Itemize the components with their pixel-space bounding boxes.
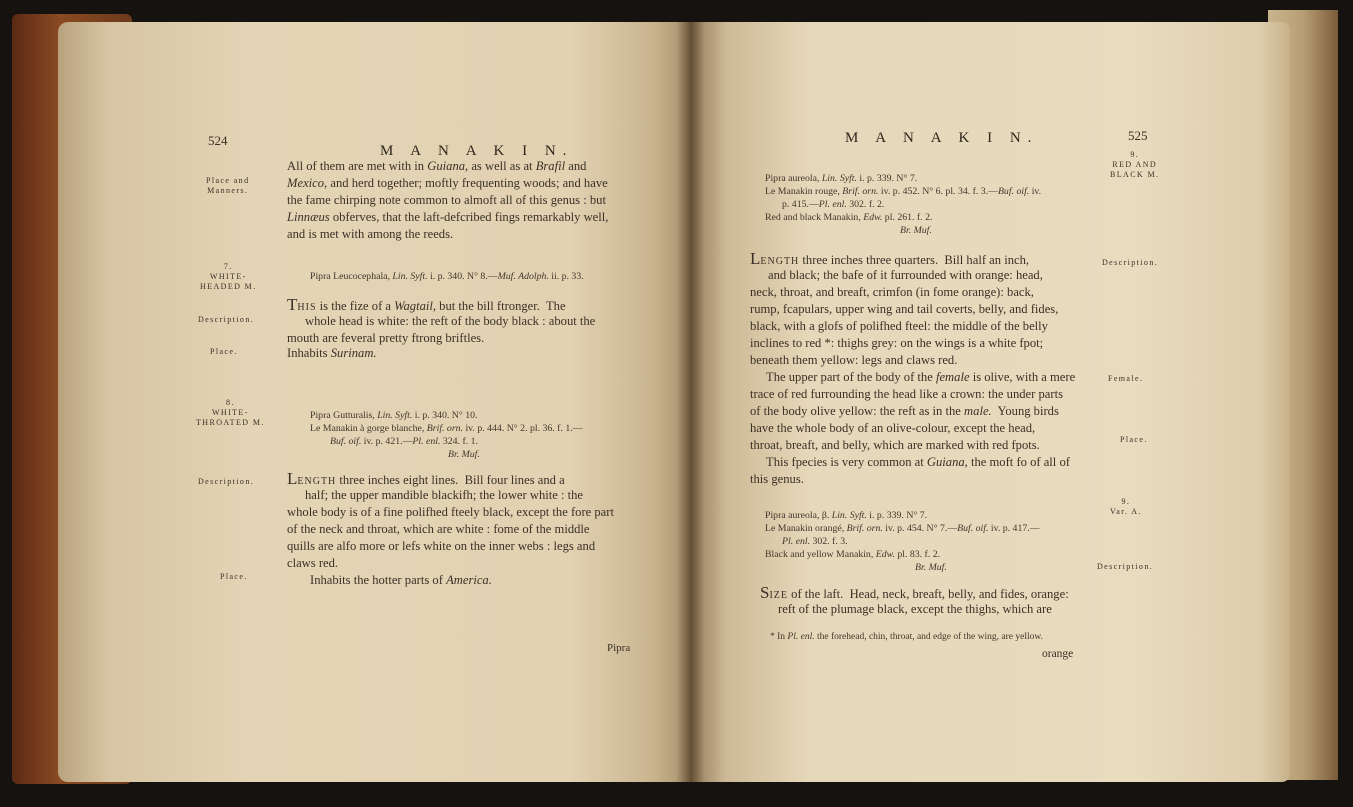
margin-note: Description.	[1097, 562, 1154, 571]
paragraph-line: whole body is of a fine polifhed fteely black, except the fore part	[287, 505, 614, 519]
catchword: Pipra	[607, 642, 631, 654]
paragraph-line: of the body olive yellow: the reft as in the male. Young birds	[750, 404, 1059, 418]
running-head: M A N A K I N.	[845, 130, 1039, 146]
paragraph-line: Mexico, and herd together; moftly frequenting woods; and have	[287, 176, 608, 190]
synonymy-line: Black and yellow Manakin, Edw. pl. 83. f. 2.	[765, 549, 941, 560]
paragraph-line: LENGTH three inches three quarters. Bill half an inch,	[750, 249, 1030, 268]
synonymy-line: Pipra Gutturalis, Lin. Syft. i. p. 340. N° 10.	[310, 410, 478, 421]
page-number: 524	[208, 133, 228, 148]
margin-note: Description.	[198, 315, 255, 324]
margin-note: Description.	[1102, 258, 1159, 267]
paragraph-line: this genus.	[750, 472, 804, 486]
margin-note: Place.	[1120, 435, 1148, 444]
margin-note: 9. Var. A.	[1110, 497, 1142, 516]
synonymy-line: Br. Muf.	[900, 225, 932, 236]
synonymy-line: Le Manakin orangé, Brif. orn. iv. p. 454. N° 7.—Buf. oif. iv. p. 417.—	[765, 523, 1040, 534]
synonymy-line: Br. Muf.	[915, 562, 947, 573]
synonymy-line: Buf. oif. iv. p. 421.—Pl. enl. 324. f. 1.	[330, 436, 478, 447]
paragraph-line: LENGTH three inches eight lines. Bill four lines and a	[287, 469, 565, 488]
synonymy-line: p. 415.—Pl. enl. 302. f. 2.	[782, 199, 885, 210]
paragraph-line: beneath them yellow: legs and claws red.	[750, 353, 958, 367]
paragraph-line: Inhabits Surinam.	[287, 346, 377, 360]
paragraph-line: trace of red furrounding the head like a crown: the under parts	[750, 387, 1063, 401]
paragraph-line: claws red.	[287, 556, 339, 570]
paragraph-line: reft of the plumage black, except the thighs, which are	[778, 602, 1052, 616]
paragraph-line: black, with a glofs of polifhed fteel: the middle of the belly	[750, 319, 1048, 333]
margin-note: Place and Manners.	[206, 176, 250, 195]
synonymy-line: Pipra aureola, β. Lin. Syft. i. p. 339. N° 7.	[765, 510, 928, 521]
paragraph-line: half; the upper mandible blackifh; the lower white : the	[305, 488, 584, 502]
synonymy-line: Pipra aureola, Lin. Syft. i. p. 339. N° 7.	[765, 173, 918, 184]
book-gutter	[676, 22, 704, 782]
paragraph-line: the fame chirping note common to almoft all of this genus : but	[287, 193, 606, 207]
margin-note: Place.	[210, 347, 238, 356]
synonymy-line: Le Manakin rouge, Brif. orn. iv. p. 452. N° 6. pl. 34. f. 3.—Buf. oif. iv.	[765, 186, 1042, 197]
paragraph-line: and is met with among the reeds.	[287, 227, 454, 241]
paragraph-line: mouth are feveral pretty ftrong briftles.	[287, 331, 485, 345]
paragraph-line: whole head is white: the reft of the body black : about the	[305, 314, 596, 328]
left-page	[58, 22, 698, 782]
margin-note: Female.	[1108, 374, 1144, 383]
paragraph-line: Inhabits the hotter parts of America.	[310, 573, 492, 587]
paragraph-line: Linnæus obferves, that the laft-defcribed fings remarkably well,	[287, 210, 609, 224]
paragraph-line: of the neck and throat, which are white : fome of the middle	[287, 522, 590, 536]
paragraph-line: quills are alfo more or lefs white on the inner webs : legs and	[287, 539, 596, 553]
paragraph-line: This fpecies is very common at Guiana, the moft fo of all of	[766, 455, 1070, 469]
paragraph-line: neck, throat, and breaft, crimfon (in fome orange): back,	[750, 285, 1034, 299]
paragraph-line: THIS is the fize of a Wagtail, but the bill ftronger. The	[287, 295, 566, 314]
synonymy-line: Br. Muf.	[448, 449, 480, 460]
paragraph-line: inclines to red *: thighs grey: on the wings is a white fpot;	[750, 336, 1044, 350]
margin-note: Description.	[198, 477, 255, 486]
paragraph-line: rump, fcapulars, upper wing and tail coverts, belly, and fides,	[750, 302, 1059, 316]
synonymy-line: Le Manakin à gorge blanche, Brif. orn. iv. p. 444. N° 2. pl. 36. f. 1.—	[310, 423, 583, 434]
paragraph-line: and black; the bafe of it furrounded with orange: head,	[768, 268, 1043, 282]
footnote: * In Pl. enl. the forehead, chin, throat, and edge of the wing, are yellow.	[770, 632, 1043, 642]
running-head: M A N A K I N.	[380, 143, 574, 159]
paragraph-line: SIZE of the laft. Head, neck, breaft, belly, and fides, orange:	[760, 583, 1069, 602]
margin-note: 9. RED AND BLACK M.	[1110, 150, 1160, 179]
paragraph-line: have the whole body of an olive-colour, except the head,	[750, 421, 1036, 435]
margin-note: Place.	[220, 572, 248, 581]
synonymy-line: Pl. enl. 302. f. 3.	[782, 536, 848, 547]
page-number: 525	[1128, 128, 1148, 143]
paragraph-line: All of them are met with in Guiana, as well as at Brafil and	[287, 159, 587, 173]
synonymy-line: Pipra Leucocephala, Lin. Syft. i. p. 340. N° 8.—Muf. Adolph. ii. p. 33.	[310, 271, 584, 282]
paragraph-line: throat, breaft, and belly, which are marked with red fpots.	[750, 438, 1040, 452]
margin-note: 8. WHITE- THROATED M.	[196, 398, 265, 427]
catchword: orange	[1042, 648, 1074, 660]
paragraph-line: The upper part of the body of the female is olive, with a mere	[766, 370, 1076, 384]
margin-note: 7. WHITE- HEADED M.	[200, 262, 257, 291]
synonymy-line: Red and black Manakin, Edw. pl. 261. f. 2.	[765, 212, 933, 223]
